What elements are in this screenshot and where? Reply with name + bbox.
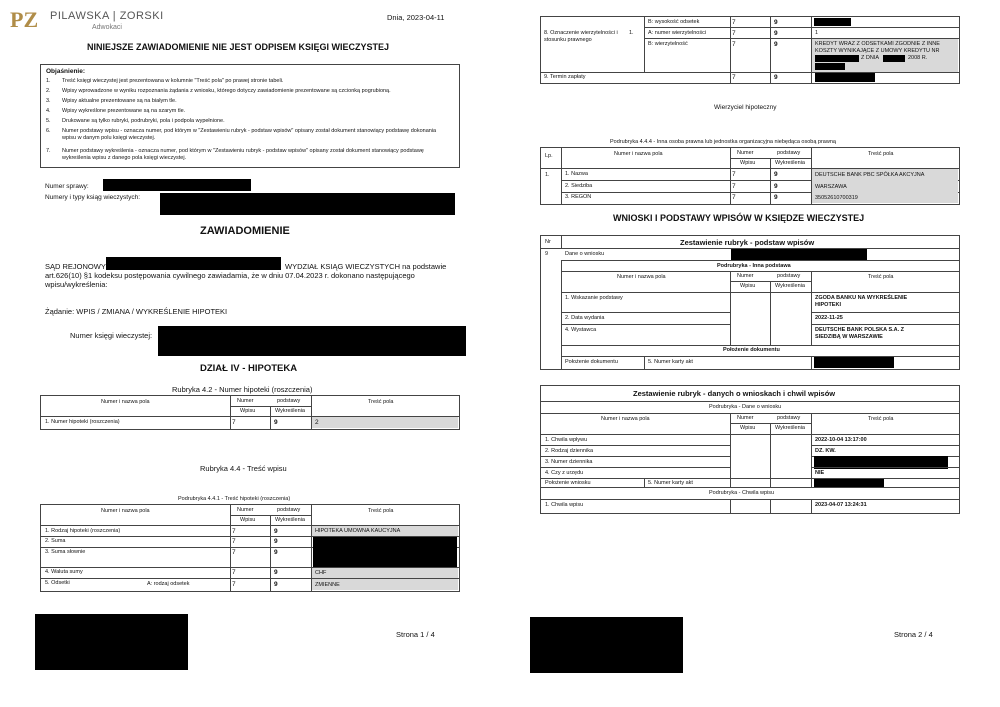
head-entry: Wpisu [740,425,756,431]
redacted-case-number [103,179,251,191]
head-entry: Wpisu [740,160,756,166]
court-suffix: WYDZIAŁ KSIĄG WIECZYSTYCH na podstawie [285,262,447,271]
redacted-payment-term [815,73,875,82]
redacted-court-name [106,257,281,270]
requests-title: WNIOSKI I PODSTAWY WPISÓW W KSIĘDZE WIECZYSTEJ [613,213,865,223]
field-content: ZGODA BANKU NA WYKREŚLENIE [815,295,908,301]
field-subname: B: wierzytelność [648,41,688,47]
field-name: 3. REGON [565,194,592,200]
rubric-42-table [40,395,460,430]
request-table-title: Zestawienie rubryk - danych o wnioskach i chwil wpisów [633,389,836,398]
sub-441-table [40,504,460,592]
field-subname: A: rodzaj odsetek [147,581,190,587]
field-entry: 7 [232,419,236,426]
head-basis: podstawy [277,507,301,513]
field-content: DEUTSCHE BANK POLSKA S.A. Z [815,327,905,333]
basis-sub-title: Podrubryka - Inna podstawa [717,263,791,269]
field-content: HIPOTEKI [815,302,841,308]
field-entry: 7 [232,528,236,535]
explanation-text: Wpisy aktualne prezentowane są na białym tle. [62,98,177,104]
explanation-item: 2. [46,88,51,94]
field-name: 1. Chwila wpływu [545,437,588,443]
head-entry: Wpisu [240,517,256,523]
explanation-text: Drukowane są tylko rubryki, podrubryki, pola i podpola wypełnione. [62,118,225,124]
explanation-text: Wpisy wykreślone prezentowane są na szarym tle. [62,108,186,114]
field-name: 9. Termin zapłaty [544,74,586,80]
field-deletion: 9 [774,183,778,190]
head-number: Numer [237,507,254,513]
field-content: 2 [315,419,319,426]
field-deletion: 9 [774,19,778,26]
field-name: 2. Data wydania [565,315,605,321]
logo-name: PILAWSKA | ZORSKI [50,10,164,22]
field-deletion: 9 [774,194,778,201]
field-deletion: 9 [274,528,278,535]
location-title: Położenie dokumentu [723,347,780,353]
court-prefix: SĄD REJONOWY [45,262,106,271]
field-content: CHF [315,570,327,576]
kw-numbers-label: Numery i typy ksiąg wieczystych: [45,194,140,201]
kw-number-label: Numer księgi wieczystej: [70,331,153,340]
field-content: HIPOTEKA UMOWNA KAUCYJNA [315,528,401,534]
rubric-42-title: Rubryka 4.2 - Numer hipoteki (roszczenia) [172,385,313,394]
field-subname: A: numer wierzytelności [648,30,707,36]
head-deletion: Wykreślenia [275,517,305,523]
location-label: Położenie dokumentu [565,359,618,365]
basis-nr: 9 [545,251,549,257]
court-line-2: art.626(10) §1 kodeksu postępowania cywilnego zawiadamia, że w dniu 07.04.2023 r. dokonano następującego [45,271,415,280]
field-entry: 7 [732,171,736,178]
basis-nr-label: Nr [545,239,551,245]
basis-table-title: Zestawienie rubryk - podstaw wpisów [680,238,815,247]
head-number: Numer [737,273,754,279]
field-content: DZ. KW. [815,448,836,454]
explanation-text: Wpisy wprowadzone w wyniku rozpoznania żądania z wniosku, którego dotyczy zawiadomienie prezentowane są czcionką pogrubioną. [62,88,391,94]
field-name: 8. Oznaczenie wierzytelności i stosunku prawnego [544,30,618,43]
sub-444-title: Podrubryka 4.4.4 - Inna osoba prawna lub jednostka organizacyjna niebędąca osobą prawną [610,139,836,145]
redacted-request [731,249,867,260]
document-date: Dnia, 2023-04-11 [387,13,445,22]
field-content: KOSZTY WYNIKAJĄCE Z UMOWY KREDYTU NR [815,48,940,54]
case-number-label: Numer sprawy: [45,183,89,190]
head-number: Numer [237,398,254,404]
field-deletion: 9 [774,30,778,37]
explanation-item: 4. [46,108,51,114]
akt-label: 5. Numer karty akt [648,480,693,486]
head-deletion: Wykreślenia [775,425,805,431]
field-name: 1. Chwila wpisu [545,502,584,508]
notice-title: NINIEJSZE ZAWIADOMIENIE NIE JEST ODPISEM KSIĘGI WIECZYSTEJ [87,42,390,52]
field-entry: 7 [732,19,736,26]
logo-subtitle: Adwokaci [92,24,122,31]
head-content: Treść pola [868,416,894,422]
field-entry: 7 [732,41,736,48]
head-deletion: Wykreślenia [775,160,805,166]
head-basis: podstawy [277,398,301,404]
head-basis: podstawy [777,150,801,156]
head-lp: Lp. [545,153,553,159]
head-content: Treść pola [868,151,894,157]
field-deletion: 9 [274,581,278,588]
redacted-stamp [35,614,188,670]
redacted-akt-number [814,357,894,368]
field-content: ZMIENNE [315,582,340,588]
head-deletion: Wykreślenia [275,408,305,414]
field-name: 2. Suma [45,538,66,544]
field-content: 2022-11-25 [815,315,843,321]
field-content: SIEDZIBĄ W WARSZAWIE [815,334,883,340]
sub-441-title: Podrubryka 4.4.1 - Treść hipoteki (roszczenia) [178,496,291,502]
explanation-text: Numer podstawy wykreślenia - oznacza numer, pod którym w "Zestawieniu rubryk - podstaw wpisów" opisany został dokument stanowiący podstawę wykreślenia wpisu z danego pola księgi wieczystej. [62,148,424,161]
field-entry: 7 [732,194,736,201]
head-basis: podstawy [777,415,801,421]
field-name: 4. Czy z urzędu [545,470,584,476]
redacted-interest-rate [814,18,851,26]
field-content: WARSZAWA [815,184,847,190]
explanation-heading: Objaśnienie: [46,68,86,75]
head-name: Numer i nazwa pola [101,508,150,514]
field-content: 35052610700319 [815,195,858,201]
location-label: Położenie wniosku [545,480,591,486]
field-content: 1 [815,30,819,36]
field-entry: 7 [232,569,236,576]
basis-table [540,235,960,370]
field-entry: 7 [232,538,236,545]
head-content: Treść pola [368,508,394,514]
field-content: 2023-04-07 13:24:31 [815,502,867,508]
page-footer: Strona 1 / 4 [396,630,435,639]
field-name: 3. Suma słownie [45,549,86,555]
head-number: Numer [737,150,754,156]
field-subname: B: wysokość odsetek [648,19,700,25]
field-number: 1. [629,30,634,36]
head-name: Numer i nazwa pola [601,416,650,422]
field-entry: 7 [232,581,236,588]
redacted-stamp [530,617,683,673]
field-entry: 7 [732,183,736,190]
redacted-agreement-number [815,55,859,62]
field-content: Z DNIA [861,55,880,61]
redacted-request-akt [814,479,884,487]
continued-table [540,16,960,84]
head-content: Treść pola [368,399,394,405]
akt-label: 5. Numer karty akt [648,359,693,365]
field-deletion: 9 [274,569,278,576]
explanation-item: 6. [46,128,51,134]
rubric-44-title: Rubryka 4.4 - Treść wpisu [200,464,287,473]
redacted-agreement-extra [815,63,845,70]
moment-title: Podrubryka - Chwila wpisu [709,490,775,496]
page-footer: Strona 2 / 4 [894,630,933,639]
explanation-text: Treść księgi wieczystej jest prezentowana w kolumnie "Treść pola" po prawej stronie tabeli. [62,78,284,84]
field-content: DEUTSCHE BANK PBC SPÓŁKA AKCYJNA [815,172,925,178]
section-title: DZIAŁ IV - HIPOTEKA [200,363,298,374]
field-name: 2. Rodzaj dziennika [545,448,594,454]
request-line: Żądanie: WPIS / ZMIANA / WYKREŚLENIE HIPOTEKI [45,307,228,316]
field-name: 4. Wystawca [565,327,597,333]
explanation-text: Numer podstawy wpisu - oznacza numer, pod którym w "Zestawieniu rubryk - podstaw wpisów" opisany został dokument stanowiący podstawę dokonania wpisu w danym polu księgi wieczystej. [62,128,437,141]
head-deletion: Wykreślenia [775,283,805,289]
field-entry: 7 [232,549,236,556]
request-table [540,385,960,514]
explanation-box [40,64,460,168]
field-name: 1. Nazwa [565,171,588,177]
redacted-sum [313,537,457,567]
head-name: Numer i nazwa pola [614,151,663,157]
field-content: KREDYT WRAZ Z ODSETKAMI ZGODNIE Z INNE [815,41,940,47]
sub-444-table [540,147,960,205]
creditor-title: Wierzyciel hipoteczny [714,104,777,111]
field-name: 4. Waluta sumy [45,569,83,575]
page-2 [500,0,1000,707]
explanation-item: 7. [46,148,51,154]
field-deletion: 9 [274,538,278,545]
request-label: Dane o wniosku [565,251,605,257]
field-deletion: 9 [774,41,778,48]
head-entry: Wpisu [740,283,756,289]
field-deletion: 9 [774,74,778,81]
row-lp: 1. [545,172,550,178]
field-entry: 7 [732,30,736,37]
field-entry: 7 [732,74,736,81]
logo-mark: PZ [10,7,39,32]
explanation-item: 5. [46,118,51,124]
law-firm-logo [10,8,170,34]
head-content: Treść pola [868,274,894,280]
head-number: Numer [737,415,754,421]
field-content: 2022-10-04 13:17:00 [815,437,867,443]
field-name: 1. Rodzaj hipoteki (roszczenia) [45,528,121,534]
field-name: 1. Numer hipoteki (roszczenia) [45,419,120,425]
field-deletion: 9 [774,171,778,178]
head-basis: podstawy [777,273,801,279]
head-entry: Wpisu [240,408,256,414]
explanation-item: 3. [46,98,51,104]
field-name: 2. Siedziba [565,183,593,189]
redacted-agreement-date [883,55,905,62]
redacted-kw-numbers [160,193,455,215]
head-name: Numer i nazwa pola [617,274,666,280]
court-line-3: wpisu/wykreślenia: [45,280,108,289]
field-content: 2008 R. [908,55,928,61]
field-name: 3. Numer dziennika [545,459,593,465]
head-name: Numer i nazwa pola [101,399,150,405]
field-name: 1. Wskazanie podstawy [565,295,623,301]
field-deletion: 9 [274,549,278,556]
request-sub-title: Podrubryka - Dane o wniosku [709,404,782,410]
field-content: NIE [815,470,825,476]
field-name: 5. Odsetki [45,580,70,586]
main-title: ZAWIADOMIENIE [200,225,290,237]
explanation-item: 1. [46,78,51,84]
redacted-kw-number [158,326,466,356]
field-deletion: 9 [274,419,278,426]
